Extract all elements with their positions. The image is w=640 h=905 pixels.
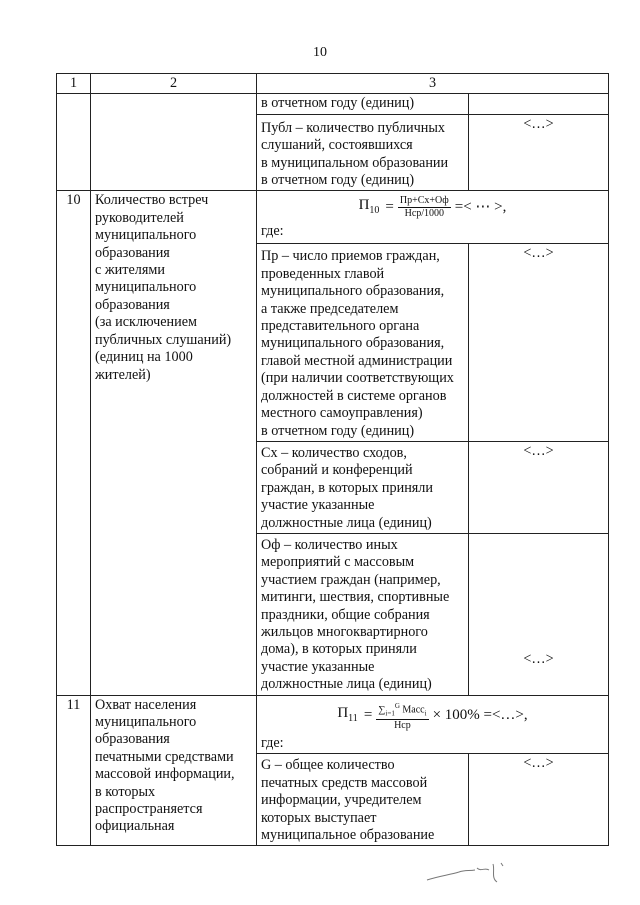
header-col-3: 3	[257, 74, 609, 94]
value-cell	[469, 94, 609, 114]
row-num-cell	[57, 94, 91, 191]
text-line: (при наличии соответствующих	[261, 370, 454, 387]
text-line: главой местной администрации	[261, 352, 453, 369]
text-line: массовой информации,	[95, 766, 235, 783]
indicators-table	[56, 73, 609, 846]
text-line: должностные лица (единиц)	[261, 514, 432, 531]
text-line: дома), в которых приняли	[261, 641, 417, 658]
text-line: в муниципальном образовании	[261, 154, 449, 171]
text-line: официальная	[95, 818, 175, 835]
text-line: в которых	[95, 783, 156, 800]
text-line: образования	[95, 296, 170, 313]
formula-denominator: Нср	[394, 719, 411, 731]
header-col-1: 1	[57, 74, 91, 94]
text-line: печатных средств массовой	[261, 774, 428, 791]
indicator-name-cell	[91, 191, 257, 695]
where-label: где:	[261, 223, 284, 240]
description-cell	[257, 244, 469, 441]
text-line: образования	[95, 731, 170, 748]
text-line: местного самоуправления)	[261, 405, 423, 422]
formula-fraction	[376, 700, 428, 732]
table-row	[57, 94, 609, 114]
text-line: мероприятий с массовым	[261, 554, 415, 571]
formula-cell	[257, 191, 609, 244]
text-line: распространяется	[95, 801, 203, 818]
description-cell	[257, 533, 469, 695]
text-line: жителей)	[95, 366, 151, 383]
text-line: (единиц на 1000	[95, 349, 193, 366]
text-line: с жителями	[95, 262, 165, 279]
text-line: муниципального	[95, 714, 197, 730]
text-line: G – общее количество	[261, 757, 395, 774]
indicator-name-cell	[91, 695, 257, 846]
text-line: Количество встреч	[95, 192, 209, 209]
text-line: участие указанные	[261, 497, 375, 514]
row-num-cell: 10	[57, 191, 91, 695]
text-line: слушаний, состоявшихся	[261, 137, 413, 154]
formula-rhs: =< ⋯ >,	[454, 199, 507, 216]
value-cell: <…>	[469, 754, 609, 846]
text-line: Публ – количество публичных	[261, 119, 445, 136]
text-line: информации, учредителем	[261, 792, 422, 809]
description-cell	[257, 441, 469, 533]
where-label: где:	[261, 734, 284, 751]
text-line: печатными средствами	[95, 748, 234, 765]
text-line: руководителей	[95, 209, 184, 226]
text-line: Пр – число приемов граждан,	[261, 248, 440, 265]
text-line: представительного органа	[261, 318, 420, 335]
text-line: собраний и конференций	[261, 462, 413, 479]
text-line: митинги, шествия, спортивные	[261, 589, 450, 606]
value-cell: <…>	[469, 441, 609, 533]
formula-numerator: $\sum_{i=1}^G$ Масс$_i$	[376, 700, 428, 720]
text-line: в отчетном году (единиц)	[261, 172, 415, 189]
header-col-2: 2	[91, 74, 257, 94]
text-line: (за исключением	[95, 314, 197, 331]
text-line: участием граждан (например,	[261, 571, 441, 588]
text-line: а также председателем	[261, 300, 399, 317]
value-cell: <…>	[469, 244, 609, 441]
formula-cell	[257, 695, 609, 754]
value-cell: <…>	[469, 114, 609, 191]
text-line: граждан, в которых приняли	[261, 479, 433, 496]
text-line: муниципального	[95, 227, 197, 244]
header-row	[57, 74, 609, 94]
text-line: Сх – количество сходов,	[261, 444, 407, 461]
signature-mark	[425, 858, 515, 886]
formula-lhs: $П_{10}$	[358, 196, 380, 216]
text-line: публичных слушаний)	[95, 331, 232, 348]
text-line: проведенных главой	[261, 265, 385, 282]
text-line: Охват населения	[95, 696, 197, 713]
formula-numerator: Пр+Сх+Оф	[399, 195, 449, 207]
description-cell	[257, 754, 469, 846]
text-line: должностей в системе органов	[261, 387, 447, 404]
table-row	[57, 191, 609, 244]
formula-lhs: $П_{11}$	[337, 704, 358, 724]
formula	[261, 192, 604, 220]
text-line: муниципального образования,	[261, 283, 445, 300]
row-name-cell	[91, 94, 257, 191]
text-line: муниципальное образование	[261, 826, 435, 843]
formula	[261, 697, 604, 732]
formula-eq: =	[385, 199, 394, 216]
text-line: участие указанные	[261, 658, 375, 675]
table-row	[57, 695, 609, 754]
row-num-cell: 11	[57, 695, 91, 846]
value-cell: <…>	[469, 533, 609, 695]
formula-eq: =	[363, 707, 373, 724]
formula-fraction	[398, 195, 451, 220]
description-cell	[257, 114, 469, 191]
text-line: праздники, общие собрания	[261, 606, 430, 623]
formula-denominator: Нср/1000	[404, 208, 445, 220]
text-line: образования	[95, 244, 170, 261]
text-line: муниципального образования,	[261, 335, 445, 352]
text-line: должностные лица (единиц)	[261, 676, 432, 693]
text-line: в отчетном году (единиц)	[261, 422, 415, 439]
description-cell: в отчетном году (единиц)	[257, 94, 469, 114]
text-line: Оф – количество иных	[261, 536, 398, 553]
formula-rhs: × 100% =<…>,	[432, 707, 528, 724]
text-line: которых выступает	[261, 809, 377, 826]
text-line: муниципального	[95, 279, 197, 296]
page-number: 10	[313, 45, 327, 60]
text-line: жильцов многоквартирного	[261, 623, 428, 640]
